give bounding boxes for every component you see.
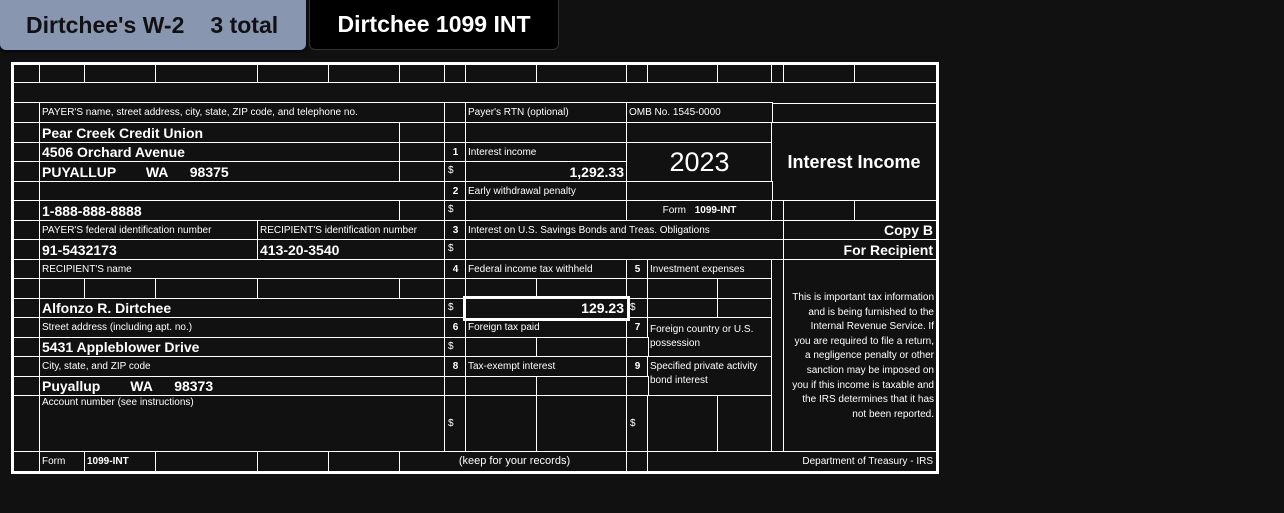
box5-dollar: $: [627, 299, 648, 318]
box2-field[interactable]: [466, 201, 627, 221]
box2-dollar: $: [445, 201, 466, 221]
account-label: Account number (see instructions): [42, 397, 194, 408]
payer-zip: 98375: [189, 164, 229, 180]
grid-cell: [784, 201, 855, 221]
grid-cell: [445, 279, 466, 299]
box3-label: Interest on U.S. Savings Bonds and Treas. Obligations: [468, 225, 710, 236]
form-1099-int: [11, 62, 939, 474]
for-recipient-cell: [784, 240, 936, 260]
box4-label: Federal income tax withheld: [468, 264, 593, 275]
box8-label: Tax-exempt interest: [468, 361, 556, 372]
grid-cell: [40, 65, 85, 83]
payer-tin-label-cell: [40, 221, 258, 240]
grid-cell: [156, 279, 258, 299]
box5-label: Investment expenses: [650, 264, 745, 275]
box1-value: 1,292.33: [569, 164, 624, 180]
grid-cell: [258, 65, 329, 83]
street-field[interactable]: [40, 338, 445, 357]
notice-line: not been reported.: [852, 408, 934, 420]
for-recipient: For Recipient: [843, 242, 933, 258]
grid-cell: [14, 123, 40, 143]
payer-label: PAYER'S name, street address, city, state, ZIP code, and telephone no.: [42, 107, 358, 118]
payer-street-field[interactable]: [40, 143, 400, 162]
box7-label-1: Foreign country or U.S.: [650, 324, 754, 335]
box3-dollar: $: [445, 240, 466, 260]
grid-cell: [14, 182, 40, 201]
notice-line: This is important tax information: [792, 292, 934, 303]
rtn-label-cell: [466, 103, 627, 123]
grid-cell: [718, 299, 772, 318]
tab-w2[interactable]: [0, 0, 306, 50]
grid-cell: [14, 103, 40, 123]
recipient-name: Alfonzo R. Dirtchee: [42, 300, 172, 316]
grid-cell: [648, 65, 718, 83]
grid-cell: [537, 279, 627, 299]
recipient-tin-label-cell: [258, 221, 445, 240]
copy-cell: [784, 221, 936, 240]
grid-cell: [627, 279, 648, 299]
box8-number: 8: [445, 357, 466, 377]
dept-cell: [648, 452, 936, 471]
grid-cell: [14, 452, 40, 471]
grid-cell: [648, 279, 718, 299]
grid-cell: [14, 221, 40, 240]
grid-cell: [718, 396, 772, 452]
tab-1099-int-label: Dirtchee 1099 INT: [337, 11, 531, 37]
grid-cell: [14, 338, 40, 357]
grid-cell: [772, 201, 784, 221]
city-label-cell: [40, 357, 445, 377]
city-field[interactable]: [40, 377, 445, 396]
box7-number: 7: [627, 318, 648, 338]
street-value: 5431 Appleblower Drive: [42, 339, 200, 355]
box9-label-2: bond interest: [650, 375, 708, 386]
grid-cell: [40, 279, 85, 299]
box8-label-cell: [466, 357, 627, 377]
copy-label: Copy B: [884, 222, 933, 238]
grid-cell: [627, 338, 648, 357]
omb-cell: [627, 103, 772, 123]
keep-records: (keep for your records): [458, 455, 571, 467]
grid-cell: [156, 452, 258, 471]
grid-cell: [14, 299, 40, 318]
box5-number: 5: [627, 260, 648, 279]
box5-field[interactable]: [648, 299, 718, 318]
grid-cell: [14, 143, 40, 162]
grid-cell: [156, 65, 258, 83]
grid-cell: [718, 279, 772, 299]
box3-label-cell: [466, 221, 784, 240]
payer-name-field[interactable]: [40, 123, 400, 143]
account-field[interactable]: [40, 396, 445, 452]
grid-cell: [14, 162, 40, 182]
rtn-field[interactable]: [466, 123, 627, 143]
keep-cell: [400, 452, 627, 471]
dept-label: Department of Treasury - IRS: [802, 456, 933, 467]
state-value: WA: [130, 378, 153, 394]
grid-cell: [855, 65, 936, 83]
payer-phone-field[interactable]: [40, 201, 400, 221]
box8-dollar: $: [445, 396, 466, 452]
payer-tin: 91-5432173: [42, 242, 117, 258]
box6-label: Foreign tax paid: [468, 322, 540, 333]
grid-cell: [14, 240, 40, 260]
rtn-label: Payer's RTN (optional): [468, 107, 569, 118]
box1-number: 1: [445, 143, 466, 162]
grid-cell: [400, 201, 445, 221]
grid-cell: [14, 396, 40, 452]
grid-cell: [627, 65, 648, 83]
recipient-name-field[interactable]: [40, 299, 445, 318]
form-id-cell: [627, 201, 772, 221]
grid-cell: [537, 338, 627, 357]
grid-cell: [400, 123, 445, 143]
city-label: City, state, and ZIP code: [42, 361, 151, 372]
payer-city-field[interactable]: [40, 162, 400, 182]
footer-form-prefix: Form: [42, 456, 66, 467]
grid-cell: [400, 65, 445, 83]
box2-label: Early withdrawal penalty: [468, 186, 576, 197]
grid-cell: [14, 377, 40, 396]
grid-cell: [445, 65, 466, 83]
payer-name: Pear Creek Credit Union: [42, 125, 204, 141]
recipient-name-label: RECIPIENT'S name: [42, 264, 132, 275]
grid-cell: [14, 65, 40, 83]
street-label: Street address (including apt. no.): [42, 322, 193, 333]
box9-label-cell: [648, 357, 772, 396]
notice-line: you if this income is taxable and: [792, 379, 934, 391]
box4-dollar: $: [445, 299, 466, 318]
street-label-cell: [40, 318, 445, 338]
box9-field[interactable]: [648, 396, 718, 452]
grid-cell: [466, 377, 537, 396]
grid-cell: [537, 377, 627, 396]
grid-cell: [329, 65, 400, 83]
form-id-prefix: Form: [662, 205, 686, 216]
notice-line: you are required to file a return,: [794, 335, 934, 347]
grid-cell: [14, 357, 40, 377]
form-title: Interest Income: [787, 152, 921, 172]
zip-value: 98373: [174, 378, 214, 394]
grid-cell: [40, 182, 445, 201]
box3-number: 3: [445, 221, 466, 240]
box1-dollar: $: [445, 162, 466, 182]
grid-cell: [445, 377, 466, 396]
box6-field[interactable]: [466, 338, 537, 357]
tab-w2-count: 3 total: [210, 11, 279, 38]
form-title-cell: [772, 123, 936, 201]
city-value: Puyallup: [42, 378, 101, 394]
notice-line: a negligence penalty or other: [805, 350, 934, 362]
grid-cell: [627, 182, 772, 201]
recipient-name-label-cell: [40, 260, 445, 279]
grid-cell: [627, 123, 772, 143]
grid-cell: [772, 65, 784, 83]
box6-label-cell: [466, 318, 627, 338]
box6-number: 6: [445, 318, 466, 338]
recipient-tin-label: RECIPIENT'S identification number: [260, 225, 417, 236]
payer-street: 4506 Orchard Avenue: [42, 144, 185, 160]
box9-label-1: Specified private activity: [650, 361, 758, 372]
tax-year: 2023: [627, 143, 772, 182]
grid-cell: [258, 452, 329, 471]
box4-number: 4: [445, 260, 466, 279]
box2-number: 2: [445, 182, 466, 201]
grid-cell: [445, 103, 466, 123]
footer-form-name: 1099-INT: [87, 456, 129, 467]
grid-cell: [400, 279, 445, 299]
payer-tin-field[interactable]: [40, 240, 258, 260]
grid-cell: [329, 452, 400, 471]
box4-value: 129.23: [581, 300, 624, 316]
payer-tin-label: PAYER'S federal identification number: [42, 225, 212, 236]
footer-form-name-cell: [85, 452, 156, 471]
notice-text: [784, 260, 936, 422]
grid-cell: [445, 123, 466, 143]
grid-cell: [537, 396, 627, 452]
footer-form-cell: [40, 452, 85, 471]
box7-label-2: possession: [650, 338, 701, 349]
grid-cell: [772, 260, 784, 452]
grid-row: [14, 83, 936, 103]
grid-cell: [400, 162, 445, 182]
notice-line: sanction may be imposed on: [806, 364, 934, 376]
grid-cell: [718, 65, 772, 83]
box3-field[interactable]: [466, 240, 784, 260]
grid-cell: [14, 201, 40, 221]
payer-phone: 1-888-888-8888: [42, 203, 142, 219]
box9-number: 9: [627, 357, 648, 377]
notice-line: Internal Revenue Service. If: [810, 321, 934, 333]
box7-label-cell[interactable]: [648, 318, 772, 357]
box1-field[interactable]: [466, 162, 627, 182]
grid-cell: [784, 65, 855, 83]
box1-label-cell: [466, 143, 627, 162]
grid-cell: [14, 318, 40, 338]
box6-dollar: $: [445, 338, 466, 357]
grid-cell: [855, 201, 936, 221]
payer-state: WA: [145, 164, 168, 180]
grid-cell: [14, 279, 40, 299]
grid-cell: [85, 65, 156, 83]
box4-field[interactable]: [466, 299, 627, 318]
grid-cell: [627, 452, 648, 471]
grid-cell: [537, 65, 627, 83]
tab-1099-int[interactable]: [309, 0, 559, 50]
recipient-tin: 413-20-3540: [260, 242, 340, 258]
grid-cell: [466, 65, 537, 83]
grid-cell: [400, 143, 445, 162]
omb-label: OMB No. 1545-0000: [629, 107, 721, 118]
payer-city: PUYALLUP: [42, 164, 116, 180]
grid-cell: [466, 279, 537, 299]
grid-cell: [85, 279, 156, 299]
box5-label-cell: [648, 260, 772, 279]
notice-cell: [784, 260, 936, 452]
box1-label: Interest income: [468, 147, 537, 158]
notice-line: and is being furnished to the: [808, 306, 934, 318]
box4-label-cell: [466, 260, 627, 279]
grid-cell: [627, 377, 648, 396]
box8-field[interactable]: [466, 396, 537, 452]
grid-cell: [14, 260, 40, 279]
recipient-tin-field[interactable]: [258, 240, 445, 260]
grid-cell: [258, 279, 400, 299]
form-id: 1099-INT: [694, 205, 737, 216]
notice-line: the IRS determines that it has: [802, 394, 934, 406]
tab-w2-label: Dirtchee's W-2: [26, 11, 185, 38]
payer-label-cell: [40, 103, 445, 123]
box2-label-cell: [466, 182, 627, 201]
box9-dollar: $: [627, 396, 648, 452]
